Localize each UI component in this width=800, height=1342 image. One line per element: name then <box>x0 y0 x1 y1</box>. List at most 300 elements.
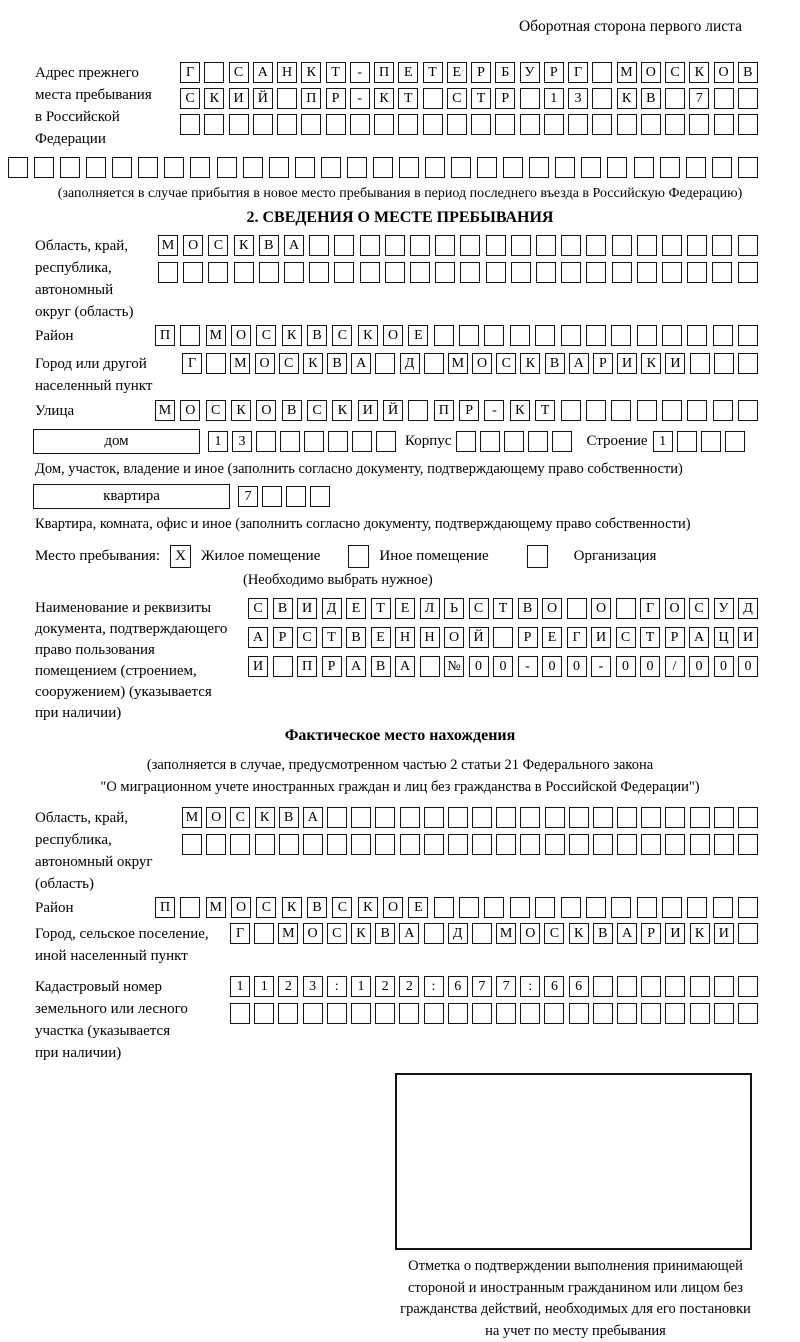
char-cell[interactable] <box>544 1003 564 1024</box>
char-cell[interactable] <box>581 157 601 178</box>
char-cell[interactable]: Т <box>326 62 346 83</box>
char-cell[interactable] <box>180 897 200 918</box>
char-cell[interactable] <box>424 807 444 828</box>
char-cell[interactable] <box>665 976 685 997</box>
char-cell[interactable] <box>255 834 275 855</box>
char-cell[interactable]: О <box>231 897 251 918</box>
char-cell[interactable]: Т <box>322 627 342 648</box>
char-cell[interactable] <box>637 262 657 283</box>
char-cell[interactable]: А <box>346 656 366 677</box>
char-cell[interactable] <box>447 114 467 135</box>
char-cell[interactable]: К <box>255 807 275 828</box>
char-cell[interactable] <box>714 88 734 109</box>
char-cell[interactable]: Л <box>420 598 440 619</box>
char-cell[interactable]: К <box>374 88 394 109</box>
char-cell[interactable] <box>617 1003 637 1024</box>
char-cell[interactable] <box>471 114 491 135</box>
char-cell[interactable] <box>738 353 758 374</box>
char-cell[interactable] <box>738 262 758 283</box>
char-cell[interactable]: 1 <box>544 88 564 109</box>
checkbox-residential[interactable]: X <box>170 545 191 568</box>
char-cell[interactable]: М <box>158 235 178 256</box>
char-cell[interactable]: П <box>297 656 317 677</box>
char-cell[interactable]: Е <box>371 627 391 648</box>
apartment-box[interactable]: квартира <box>33 484 230 509</box>
char-cell[interactable] <box>738 976 758 997</box>
char-cell[interactable]: - <box>350 62 370 83</box>
char-cell[interactable]: О <box>591 598 611 619</box>
char-cell[interactable] <box>687 262 707 283</box>
char-cell[interactable]: 0 <box>616 656 636 677</box>
char-cell[interactable] <box>234 262 254 283</box>
char-cell[interactable] <box>259 262 279 283</box>
char-cell[interactable]: 3 <box>568 88 588 109</box>
char-cell[interactable] <box>555 157 575 178</box>
char-cell[interactable]: К <box>689 62 709 83</box>
char-cell[interactable] <box>60 157 80 178</box>
char-cell[interactable]: А <box>399 923 419 944</box>
char-cell[interactable] <box>472 923 492 944</box>
char-cell[interactable]: В <box>346 627 366 648</box>
char-cell[interactable] <box>309 262 329 283</box>
char-cell[interactable]: М <box>206 897 226 918</box>
char-cell[interactable]: Е <box>408 325 428 346</box>
char-cell[interactable] <box>206 353 226 374</box>
char-cell[interactable] <box>254 923 274 944</box>
char-cell[interactable]: А <box>689 627 709 648</box>
char-cell[interactable] <box>303 1003 323 1024</box>
char-cell[interactable]: Р <box>273 627 293 648</box>
char-cell[interactable] <box>545 807 565 828</box>
char-cell[interactable] <box>503 157 523 178</box>
char-cell[interactable] <box>460 235 480 256</box>
char-cell[interactable] <box>180 325 200 346</box>
char-cell[interactable] <box>375 353 395 374</box>
char-cell[interactable]: 0 <box>714 656 734 677</box>
char-cell[interactable]: А <box>351 353 371 374</box>
char-cell[interactable] <box>496 807 516 828</box>
char-cell[interactable]: В <box>518 598 538 619</box>
char-cell[interactable] <box>510 897 530 918</box>
char-cell[interactable] <box>528 431 548 452</box>
char-cell[interactable]: О <box>542 598 562 619</box>
char-cell[interactable]: И <box>297 598 317 619</box>
char-cell[interactable]: В <box>593 923 613 944</box>
char-cell[interactable] <box>190 157 210 178</box>
char-cell[interactable]: И <box>714 923 734 944</box>
char-cell[interactable]: 1 <box>653 431 673 452</box>
char-cell[interactable] <box>520 88 540 109</box>
char-cell[interactable] <box>208 262 228 283</box>
char-cell[interactable] <box>408 400 428 421</box>
char-cell[interactable]: К <box>358 325 378 346</box>
char-cell[interactable]: 3 <box>232 431 252 452</box>
char-cell[interactable]: С <box>616 627 636 648</box>
char-cell[interactable] <box>535 897 555 918</box>
char-cell[interactable]: Р <box>459 400 479 421</box>
char-cell[interactable] <box>448 834 468 855</box>
char-cell[interactable] <box>112 157 132 178</box>
char-cell[interactable]: К <box>282 897 302 918</box>
char-cell[interactable]: М <box>496 923 516 944</box>
char-cell[interactable]: А <box>248 627 268 648</box>
char-cell[interactable]: 0 <box>567 656 587 677</box>
char-cell[interactable]: 1 <box>208 431 228 452</box>
char-cell[interactable] <box>399 157 419 178</box>
char-cell[interactable] <box>496 1003 516 1024</box>
char-cell[interactable] <box>180 114 200 135</box>
char-cell[interactable] <box>385 235 405 256</box>
char-cell[interactable] <box>738 923 758 944</box>
char-cell[interactable] <box>687 325 707 346</box>
char-cell[interactable]: М <box>155 400 175 421</box>
char-cell[interactable]: К <box>510 400 530 421</box>
char-cell[interactable]: С <box>469 598 489 619</box>
char-cell[interactable] <box>374 114 394 135</box>
char-cell[interactable]: М <box>230 353 250 374</box>
char-cell[interactable] <box>472 1003 492 1024</box>
char-cell[interactable] <box>204 62 224 83</box>
char-cell[interactable]: С <box>689 598 709 619</box>
char-cell[interactable] <box>611 897 631 918</box>
char-cell[interactable]: К <box>234 235 254 256</box>
char-cell[interactable] <box>568 114 588 135</box>
house-box[interactable]: дом <box>33 429 200 454</box>
char-cell[interactable]: : <box>520 976 540 997</box>
char-cell[interactable]: А <box>617 923 637 944</box>
char-cell[interactable]: И <box>358 400 378 421</box>
char-cell[interactable]: П <box>374 62 394 83</box>
char-cell[interactable]: Ц <box>714 627 734 648</box>
char-cell[interactable] <box>637 400 657 421</box>
char-cell[interactable]: 7 <box>472 976 492 997</box>
char-cell[interactable] <box>690 976 710 997</box>
char-cell[interactable] <box>351 834 371 855</box>
char-cell[interactable]: Й <box>469 627 489 648</box>
char-cell[interactable]: Т <box>535 400 555 421</box>
char-cell[interactable] <box>472 834 492 855</box>
char-cell[interactable]: 2 <box>399 976 419 997</box>
char-cell[interactable] <box>662 325 682 346</box>
char-cell[interactable]: Е <box>408 897 428 918</box>
char-cell[interactable]: М <box>206 325 226 346</box>
char-cell[interactable] <box>690 353 710 374</box>
char-cell[interactable] <box>637 897 657 918</box>
char-cell[interactable] <box>278 1003 298 1024</box>
char-cell[interactable]: Р <box>495 88 515 109</box>
char-cell[interactable]: Р <box>326 88 346 109</box>
char-cell[interactable]: К <box>520 353 540 374</box>
char-cell[interactable]: 7 <box>496 976 516 997</box>
char-cell[interactable]: Е <box>395 598 415 619</box>
char-cell[interactable]: С <box>230 807 250 828</box>
char-cell[interactable] <box>712 157 732 178</box>
char-cell[interactable] <box>434 897 454 918</box>
char-cell[interactable]: 7 <box>238 486 258 507</box>
char-cell[interactable]: И <box>665 923 685 944</box>
char-cell[interactable] <box>637 235 657 256</box>
char-cell[interactable]: К <box>303 353 323 374</box>
char-cell[interactable]: Г <box>568 62 588 83</box>
char-cell[interactable] <box>617 807 637 828</box>
char-cell[interactable] <box>326 114 346 135</box>
char-cell[interactable] <box>423 88 443 109</box>
char-cell[interactable]: Е <box>542 627 562 648</box>
char-cell[interactable] <box>423 114 443 135</box>
char-cell[interactable]: В <box>259 235 279 256</box>
char-cell[interactable] <box>424 923 444 944</box>
char-cell[interactable]: С <box>208 235 228 256</box>
char-cell[interactable] <box>617 834 637 855</box>
char-cell[interactable]: В <box>375 923 395 944</box>
char-cell[interactable]: С <box>206 400 226 421</box>
char-cell[interactable] <box>690 807 710 828</box>
char-cell[interactable]: А <box>253 62 273 83</box>
char-cell[interactable] <box>612 262 632 283</box>
char-cell[interactable] <box>375 807 395 828</box>
char-cell[interactable]: А <box>395 656 415 677</box>
char-cell[interactable] <box>634 157 654 178</box>
char-cell[interactable] <box>586 262 606 283</box>
char-cell[interactable]: Е <box>398 62 418 83</box>
char-cell[interactable]: О <box>444 627 464 648</box>
char-cell[interactable] <box>373 157 393 178</box>
char-cell[interactable]: 0 <box>640 656 660 677</box>
char-cell[interactable] <box>561 897 581 918</box>
char-cell[interactable] <box>586 325 606 346</box>
char-cell[interactable] <box>327 807 347 828</box>
char-cell[interactable]: - <box>518 656 538 677</box>
char-cell[interactable] <box>677 431 697 452</box>
char-cell[interactable] <box>637 325 657 346</box>
char-cell[interactable] <box>360 235 380 256</box>
char-cell[interactable] <box>738 807 758 828</box>
char-cell[interactable]: К <box>301 62 321 83</box>
char-cell[interactable] <box>617 114 637 135</box>
char-cell[interactable]: А <box>303 807 323 828</box>
char-cell[interactable] <box>204 114 224 135</box>
char-cell[interactable] <box>420 656 440 677</box>
char-cell[interactable] <box>435 235 455 256</box>
char-cell[interactable] <box>286 486 306 507</box>
char-cell[interactable]: Б <box>495 62 515 83</box>
char-cell[interactable] <box>592 62 612 83</box>
char-cell[interactable] <box>459 325 479 346</box>
char-cell[interactable] <box>586 897 606 918</box>
char-cell[interactable] <box>243 157 263 178</box>
char-cell[interactable] <box>529 157 549 178</box>
char-cell[interactable] <box>714 976 734 997</box>
char-cell[interactable] <box>230 834 250 855</box>
char-cell[interactable]: И <box>738 627 758 648</box>
char-cell[interactable] <box>256 431 276 452</box>
char-cell[interactable]: С <box>327 923 347 944</box>
char-cell[interactable] <box>641 976 661 997</box>
char-cell[interactable] <box>262 486 282 507</box>
char-cell[interactable] <box>472 807 492 828</box>
char-cell[interactable] <box>690 1003 710 1024</box>
char-cell[interactable] <box>448 1003 468 1024</box>
char-cell[interactable] <box>593 807 613 828</box>
char-cell[interactable] <box>434 325 454 346</box>
char-cell[interactable]: Т <box>371 598 391 619</box>
char-cell[interactable] <box>665 114 685 135</box>
char-cell[interactable]: Т <box>423 62 443 83</box>
char-cell[interactable]: С <box>180 88 200 109</box>
char-cell[interactable] <box>738 114 758 135</box>
char-cell[interactable]: С <box>256 897 276 918</box>
char-cell[interactable] <box>435 262 455 283</box>
char-cell[interactable]: 0 <box>738 656 758 677</box>
char-cell[interactable] <box>510 325 530 346</box>
char-cell[interactable]: О <box>180 400 200 421</box>
char-cell[interactable] <box>303 834 323 855</box>
char-cell[interactable] <box>738 325 758 346</box>
char-cell[interactable] <box>611 325 631 346</box>
char-cell[interactable] <box>586 400 606 421</box>
char-cell[interactable] <box>253 114 273 135</box>
char-cell[interactable] <box>410 262 430 283</box>
char-cell[interactable]: И <box>248 656 268 677</box>
char-cell[interactable]: И <box>617 353 637 374</box>
char-cell[interactable] <box>456 431 476 452</box>
char-cell[interactable] <box>460 262 480 283</box>
char-cell[interactable] <box>273 656 293 677</box>
char-cell[interactable] <box>301 114 321 135</box>
char-cell[interactable]: О <box>472 353 492 374</box>
char-cell[interactable] <box>714 834 734 855</box>
char-cell[interactable] <box>593 834 613 855</box>
char-cell[interactable] <box>662 897 682 918</box>
char-cell[interactable]: К <box>569 923 589 944</box>
char-cell[interactable] <box>687 235 707 256</box>
char-cell[interactable] <box>738 88 758 109</box>
char-cell[interactable] <box>496 834 516 855</box>
char-cell[interactable] <box>8 157 28 178</box>
char-cell[interactable] <box>334 262 354 283</box>
char-cell[interactable]: № <box>444 656 464 677</box>
char-cell[interactable]: 2 <box>375 976 395 997</box>
char-cell[interactable] <box>712 262 732 283</box>
char-cell[interactable] <box>269 157 289 178</box>
char-cell[interactable]: 6 <box>544 976 564 997</box>
char-cell[interactable]: Р <box>518 627 538 648</box>
char-cell[interactable] <box>164 157 184 178</box>
char-cell[interactable] <box>714 353 734 374</box>
char-cell[interactable] <box>376 431 396 452</box>
checkbox-other-premise[interactable] <box>348 545 369 568</box>
char-cell[interactable]: В <box>279 807 299 828</box>
char-cell[interactable] <box>665 88 685 109</box>
char-cell[interactable]: К <box>641 353 661 374</box>
char-cell[interactable] <box>486 235 506 256</box>
char-cell[interactable]: О <box>641 62 661 83</box>
char-cell[interactable]: 0 <box>469 656 489 677</box>
char-cell[interactable] <box>569 807 589 828</box>
char-cell[interactable] <box>309 235 329 256</box>
char-cell[interactable]: 0 <box>542 656 562 677</box>
char-cell[interactable] <box>561 235 581 256</box>
char-cell[interactable] <box>712 235 732 256</box>
char-cell[interactable] <box>641 114 661 135</box>
char-cell[interactable] <box>480 431 500 452</box>
char-cell[interactable] <box>544 114 564 135</box>
char-cell[interactable] <box>493 627 513 648</box>
char-cell[interactable] <box>569 1003 589 1024</box>
char-cell[interactable]: - <box>591 656 611 677</box>
char-cell[interactable]: Н <box>420 627 440 648</box>
char-cell[interactable] <box>569 834 589 855</box>
char-cell[interactable] <box>279 834 299 855</box>
char-cell[interactable]: В <box>641 88 661 109</box>
char-cell[interactable]: Г <box>182 353 202 374</box>
char-cell[interactable] <box>520 807 540 828</box>
char-cell[interactable] <box>230 1003 250 1024</box>
char-cell[interactable] <box>352 431 372 452</box>
char-cell[interactable]: В <box>307 897 327 918</box>
char-cell[interactable] <box>280 431 300 452</box>
char-cell[interactable] <box>327 834 347 855</box>
char-cell[interactable]: П <box>434 400 454 421</box>
char-cell[interactable] <box>424 353 444 374</box>
char-cell[interactable] <box>545 834 565 855</box>
char-cell[interactable]: М <box>182 807 202 828</box>
char-cell[interactable]: О <box>383 325 403 346</box>
char-cell[interactable]: 7 <box>689 88 709 109</box>
char-cell[interactable] <box>321 157 341 178</box>
char-cell[interactable]: В <box>738 62 758 83</box>
char-cell[interactable] <box>536 235 556 256</box>
char-cell[interactable] <box>690 834 710 855</box>
char-cell[interactable]: Г <box>640 598 660 619</box>
char-cell[interactable]: У <box>520 62 540 83</box>
char-cell[interactable] <box>687 400 707 421</box>
char-cell[interactable]: К <box>617 88 637 109</box>
char-cell[interactable]: М <box>448 353 468 374</box>
char-cell[interactable]: 2 <box>278 976 298 997</box>
char-cell[interactable]: Д <box>400 353 420 374</box>
char-cell[interactable] <box>665 834 685 855</box>
char-cell[interactable] <box>738 400 758 421</box>
char-cell[interactable] <box>400 834 420 855</box>
char-cell[interactable] <box>327 1003 347 1024</box>
char-cell[interactable] <box>701 431 721 452</box>
char-cell[interactable]: Н <box>395 627 415 648</box>
char-cell[interactable] <box>351 1003 371 1024</box>
char-cell[interactable]: С <box>447 88 467 109</box>
char-cell[interactable] <box>495 114 515 135</box>
char-cell[interactable]: В <box>282 400 302 421</box>
char-cell[interactable] <box>662 400 682 421</box>
char-cell[interactable] <box>552 431 572 452</box>
char-cell[interactable]: Ь <box>444 598 464 619</box>
char-cell[interactable] <box>182 834 202 855</box>
char-cell[interactable] <box>375 1003 395 1024</box>
char-cell[interactable]: 1 <box>254 976 274 997</box>
char-cell[interactable] <box>295 157 315 178</box>
char-cell[interactable] <box>360 262 380 283</box>
char-cell[interactable]: О <box>665 598 685 619</box>
char-cell[interactable] <box>277 88 297 109</box>
char-cell[interactable] <box>424 834 444 855</box>
char-cell[interactable] <box>375 834 395 855</box>
char-cell[interactable] <box>567 598 587 619</box>
char-cell[interactable]: Г <box>567 627 587 648</box>
char-cell[interactable] <box>451 157 471 178</box>
char-cell[interactable]: В <box>273 598 293 619</box>
char-cell[interactable] <box>504 431 524 452</box>
char-cell[interactable] <box>713 325 733 346</box>
